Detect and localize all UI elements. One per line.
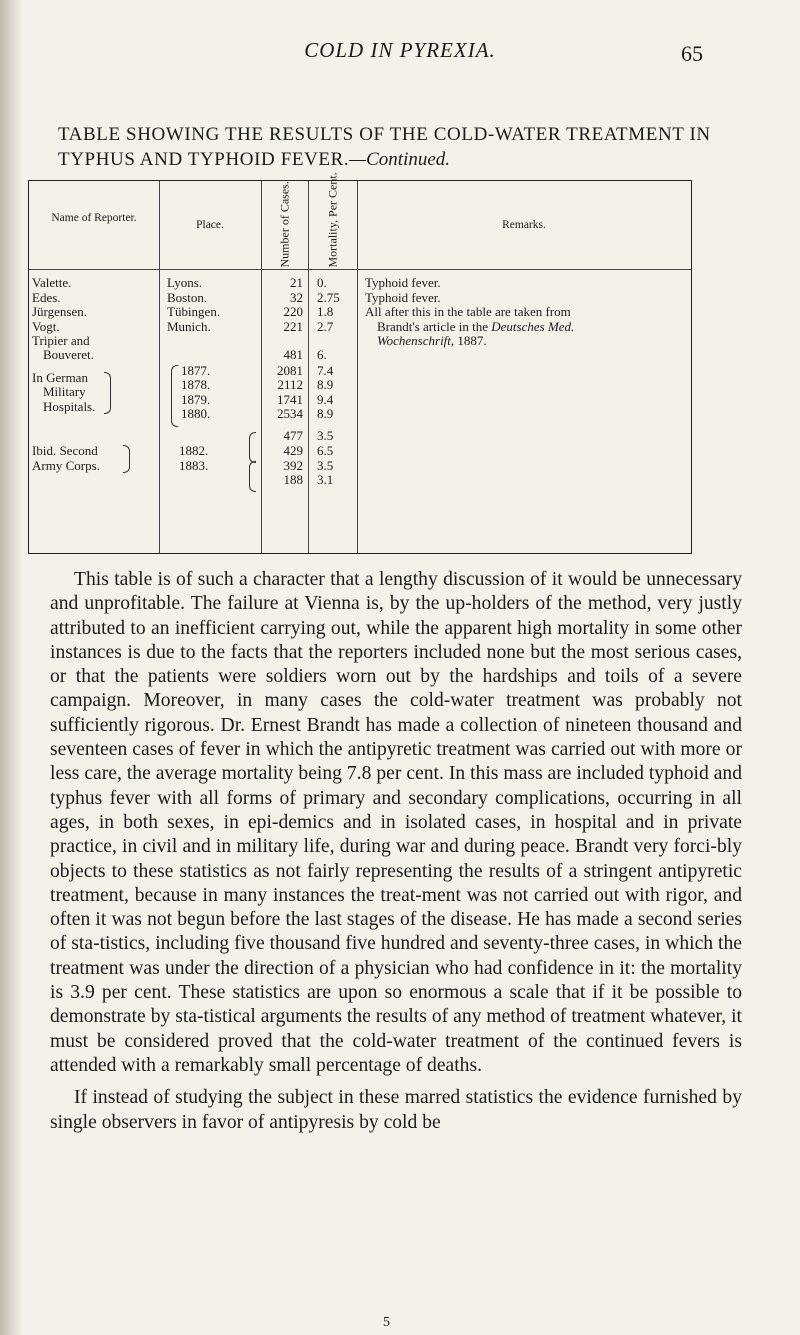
paragraph-1: This table is of such a character that a lengthy discussion of it would be unnecessary and unprofitable. The failure at Vienna is, by the up-holders of the method, very justly attributed to an inefficient carrying out, while the apparent high mortality in some other instances is due to the facts that the reporters included none but the most serious cases, or that the patients were soldiers worn out by the hardships and toils of a severe campaign. Moreover, in many cases the cold-water treatment was probably not sufficiently rigorous. Dr. Ernest Brandt has made a collection of nineteen thousand and seventeen cases of fever in which the antipyretic treatment was carried out with more or less care, the average mortality being 7.8 per cent. In this mass are included typhoid and typhus fever with all forms of primary and secondary complications, occurring in all ages, in both sexes, in epi-demics and in isolated cases, in hospital and in private practice, in civil and in military life, during war and during peace. Brandt very forci-bly objects to these statistics as not fairly representing the results of a stringent antipyretic treatment, because in many instances the treat-ment was not carried out with rigor, and often it was not begun before the last stages of the disease. He has made a second series of sta-tistics, including five thousand five hundred and seventy-three cases, in which the treatment was under the direction of a physician who had confidence in it: the mortality is 3.9 per cent. These statistics are upon so enormous a scale that if it be possible to demonstrate by sta-tistical arguments the results of any method of treatment whatever, it must be considered proved that the cold-water treatment of the continued fevers is attended with a remarkably small percentage of deaths. bbox=[50, 569, 742, 1076]
cases-cell: 2534 bbox=[277, 406, 303, 421]
mortality-cell: 2.7 bbox=[317, 319, 334, 334]
place-cell: 1879. bbox=[181, 392, 211, 407]
remarks-journal: Deutsches Med. bbox=[491, 319, 575, 334]
mortality-cell: 9.4 bbox=[317, 392, 334, 407]
place-cell: 1883. bbox=[179, 458, 209, 473]
reporter-cell: In German bbox=[32, 370, 88, 385]
mortality-cell: 3.5 bbox=[317, 458, 334, 473]
page-number: 65 bbox=[681, 41, 703, 66]
mortality-cell: 6.5 bbox=[317, 443, 334, 458]
page-gutter-shadow bbox=[0, 0, 22, 1335]
column-divider bbox=[357, 181, 358, 553]
place-cell: 1877. bbox=[181, 363, 211, 378]
place-cell: Lyons. bbox=[167, 275, 203, 290]
reporter-cell: Tripier and bbox=[32, 333, 90, 348]
cases-cell: 32 bbox=[290, 290, 303, 305]
header-place: Place. bbox=[196, 219, 224, 231]
remarks-year: 1887. bbox=[457, 333, 487, 348]
remarks-journal-cont: Wochenschrift, bbox=[377, 333, 455, 348]
place-cell: 1878. bbox=[181, 377, 211, 392]
column-divider bbox=[308, 181, 309, 553]
remarks-cell bbox=[377, 334, 487, 348]
reporter-cell: Vogt. bbox=[32, 319, 60, 334]
reporter-brace bbox=[104, 372, 111, 414]
cases-cell: 21 bbox=[290, 275, 303, 290]
cases-cell: 392 bbox=[283, 458, 303, 473]
mortality-cell: 0. bbox=[317, 275, 327, 290]
mortality-cell: 3.1 bbox=[317, 472, 334, 487]
cases-cell: 220 bbox=[283, 304, 303, 319]
reporter-cell: Ibid. Second bbox=[32, 443, 98, 458]
body-text bbox=[50, 568, 742, 1135]
place-cell: Boston. bbox=[167, 290, 208, 305]
running-title: COLD IN PYREXIA. bbox=[304, 38, 496, 62]
header-cases: Number of Cases. bbox=[277, 181, 292, 268]
cases-cell: 188 bbox=[283, 472, 303, 487]
reporter-cell: Army Corps. bbox=[32, 458, 100, 473]
mortality-cell: 6. bbox=[317, 347, 327, 362]
table-heading-continued: —Continued. bbox=[349, 149, 451, 170]
remarks-cell: Typhoid fever. bbox=[365, 275, 441, 290]
column-divider bbox=[261, 181, 262, 553]
cases-cell: 2081 bbox=[277, 363, 303, 378]
reporter-cell: Hospitals. bbox=[43, 399, 96, 414]
cases-cell: 1741 bbox=[277, 392, 303, 407]
reporter-cell: Jürgensen. bbox=[32, 304, 88, 319]
header-rule bbox=[29, 269, 691, 270]
running-head bbox=[0, 38, 800, 78]
mortality-cell: 3.5 bbox=[317, 428, 334, 443]
remarks-cell: All after this in the table are taken from bbox=[365, 304, 571, 319]
place-brace bbox=[249, 461, 256, 492]
place-cell: Tübingen. bbox=[167, 304, 221, 319]
header-mortality: Mortality, Per Cent. bbox=[325, 172, 340, 268]
paragraph-2: If instead of studying the subject in these marred statistics the evidence furnished by single observers in favor of antipyresis by cold be bbox=[50, 1087, 742, 1133]
header-reporter: Name of Reporter. bbox=[51, 212, 137, 224]
place-cell: 1880. bbox=[181, 406, 211, 421]
reporter-cell: Bouveret. bbox=[43, 347, 94, 362]
place-cell: 1882. bbox=[179, 443, 209, 458]
table-heading-main: TABLE SHOWING THE RESULTS OF THE COLD-WATER TREATMENT IN TYPHUS AND TYPHOID FEVER. bbox=[58, 124, 711, 170]
cases-cell: 2112 bbox=[277, 377, 303, 392]
cases-cell: 221 bbox=[283, 319, 303, 334]
remarks-cell: Typhoid fever. bbox=[365, 290, 441, 305]
results-table bbox=[28, 172, 692, 554]
mortality-cell: 7.4 bbox=[317, 363, 334, 378]
place-brace bbox=[249, 432, 256, 463]
remarks-text: Brandt's article in the bbox=[377, 319, 489, 334]
signature-mark: 5 bbox=[383, 1315, 390, 1330]
table-heading bbox=[58, 122, 748, 172]
mortality-cell: 8.9 bbox=[317, 406, 334, 421]
remarks-cell bbox=[377, 320, 574, 334]
cases-cell: 481 bbox=[283, 347, 303, 362]
reporter-cell: Valette. bbox=[32, 275, 72, 290]
reporter-brace bbox=[123, 445, 130, 473]
column-divider bbox=[159, 181, 160, 553]
reporter-cell: Edes. bbox=[32, 290, 61, 305]
cases-cell: 477 bbox=[283, 428, 303, 443]
mortality-cell: 1.8 bbox=[317, 304, 334, 319]
reporter-cell: Military bbox=[43, 384, 86, 399]
cases-cell: 429 bbox=[283, 443, 303, 458]
mortality-cell: 8.9 bbox=[317, 377, 334, 392]
mortality-cell: 2.75 bbox=[317, 290, 340, 305]
place-brace bbox=[171, 365, 178, 427]
header-remarks: Remarks. bbox=[502, 219, 546, 231]
place-cell: Munich. bbox=[167, 319, 211, 334]
